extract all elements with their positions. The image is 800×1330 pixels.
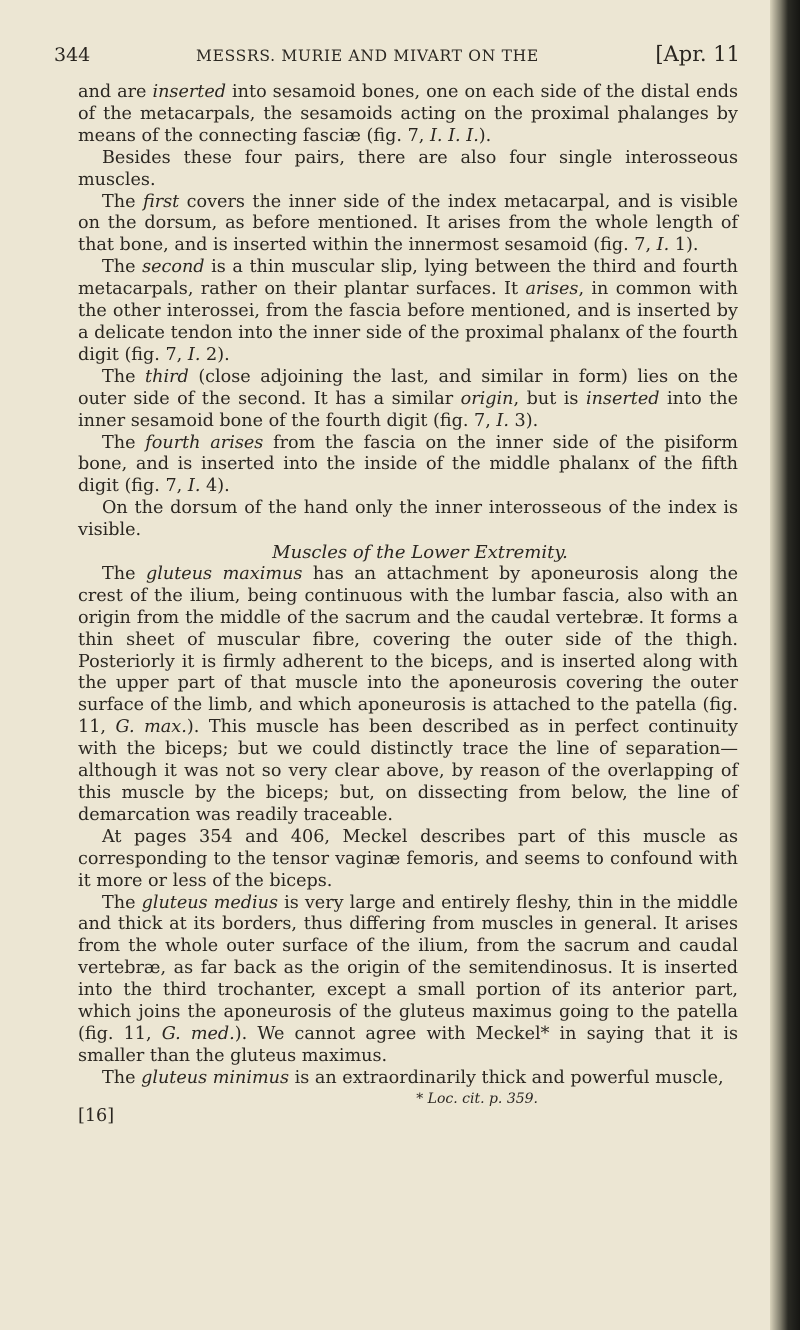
page-header [54,44,740,74]
paragraph: The first covers the inner side of the index metacarpal, and is visible on the dorsum, as before mentioned. It arises from the whole length of that bone, and is inserted within the innermost sesamoid (fig. 7, I. 1). [78,191,738,256]
paragraph: At pages 354 and 406, Meckel describes part of this muscle as corresponding to the tensor vaginæ femoris, and seems to confound with it more or less of the biceps. [78,826,738,891]
paragraph: The second is a thin muscular slip, lying between the third and fourth metacarpals, rather on their plantar surfaces. It arises, in common with the other interossei, from the fascia before mentioned, and is inserted by a delicate tendon into the inner side of the proximal phalanx of the fourth digit (fig. 7, I. 2). [78,257,738,365]
lower-extremity-section [78,564,738,1090]
paragraph: The gluteus medius is very large and entirely fleshy, thin in the middle and thick at its borders, thus differing from muscles in general. It arises from the whole outer surface of the ilium, from the sacrum and caudal vertebræ, as far back as the origin of the semitendinosus. It is inserted into the third trochanter, except a small portion of its anterior part, which joins the aponeurosis of the gluteus maximus going to the patella (fig. 11, G. med.). We cannot agree with Meckel* in saying that it is smaller than the gluteus maximus. [78,892,738,1066]
paragraph: The gluteus maximus has an attachment by aponeurosis along the crest of the ilium, being continuous with the lumbar fascia, also with an origin from the middle of the sacrum and the caudal vertebræ. It forms a thin sheet of muscular fibre, covering the outer side of the thigh. Posteriorly it is firmly adherent to the biceps, and is inserted along with the upper part of that muscle into the aponeurosis covering the outer surface of the limb, and which aponeurosis is attached to the patella (fig. 11, G. max.). This muscle has been described as in perfect continuity with the biceps; but we could distinctly trace the line of separation—although it was not so very clear above, by reason of the overlapping of this muscle by the biceps; but, on dissecting from below, the line of demarcation was readily traceable. [78,563,738,825]
page-number: 344 [54,44,91,66]
running-title: MESSRS. MURIE AND MIVART ON THE [196,47,539,65]
paragraph: and are inserted into sesamoid bones, one on each side of the distal ends of the metacarpals, the sesamoids acting on the proximal phalanges by means of the connecting fasciæ (fig. 7, I. I. I.). [78,82,738,146]
paragraph: The gluteus minimus is an extraordinarily thick and powerful muscle, [102,1067,724,1088]
page-edge-shadow [770,0,800,1330]
paragraph: The third (close adjoining the last, and similar in form) lies on the outer side of the second. It has a similar origin, but is inserted into the inner sesamoid bone of the fourth digit (fig. 7, I. 3). [78,366,738,431]
issue-date: [Apr. 11 [655,42,740,66]
section-heading: Muscles of the Lower Extremity. [272,542,568,564]
paragraph: On the dorsum of the hand only the inner interosseous of the index is visible. [78,498,738,541]
footnote: * Loc. cit. p. 359. [416,1090,538,1107]
signature-mark: [16] [78,1105,115,1126]
paragraph: Besides these four pairs, there are also four single interosseous muscles. [78,147,738,190]
paragraph: The fourth arises from the fascia on the inner side of the pisiform bone, and is inserted into the inside of the middle phalanx of the fifth digit (fig. 7, I. 4). [78,432,738,497]
interosseous-section [78,82,738,542]
body-text [78,82,738,1128]
